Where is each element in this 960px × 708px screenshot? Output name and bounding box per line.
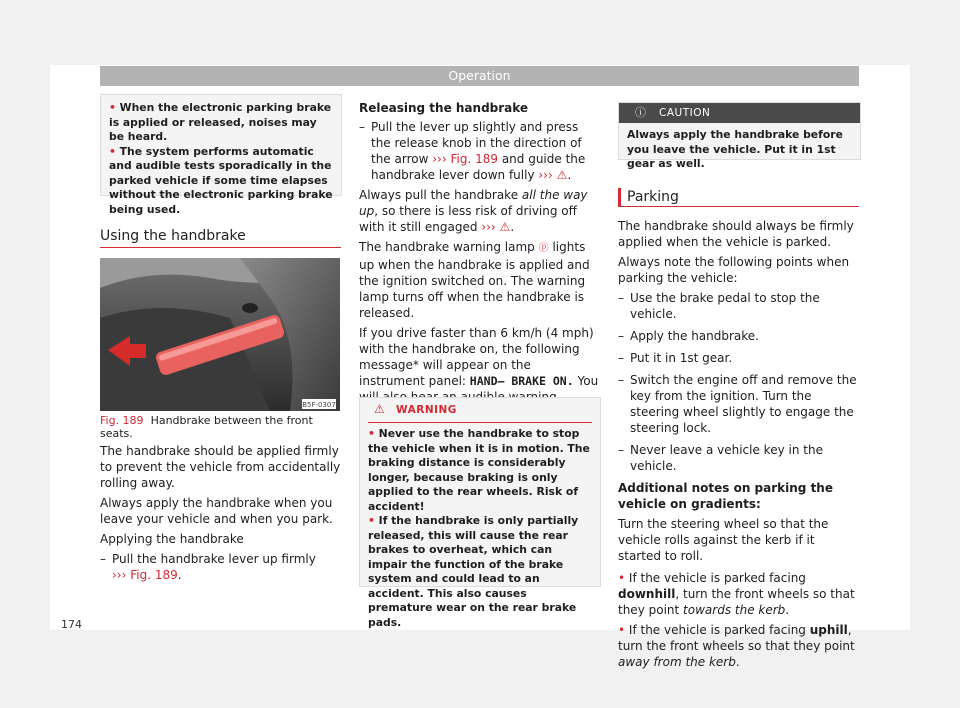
note-bullet-2: • The system performs automatic and audible tests sporadically in the parked vehicle if some time elapses without the electronic parking brake being used.	[109, 144, 333, 216]
caution-info-icon: ⓘ	[635, 106, 647, 119]
warning-triangle-icon: ⚠	[556, 168, 568, 182]
warning-triangle-icon: ⚠	[499, 220, 511, 234]
section-title-handbrake: Using the handbrake	[100, 228, 246, 244]
gradients-paragraph: Turn the steering wheel so that the vehicle rolls against the kerb if it started to roll.	[618, 517, 829, 563]
applying-step: – Pull the handbrake lever up firmly ››› Fig. 189.	[100, 551, 341, 583]
step-5: – Never leave a vehicle key in the vehicle.	[618, 442, 859, 474]
caution-text: Always apply the handbrake before you leave the vehicle. Put it in 1st gear as well.	[627, 128, 843, 170]
figure-caption	[100, 414, 341, 440]
warning-ref-link-2[interactable]: ›››	[481, 220, 496, 234]
caution-header: ⓘ CAUTION	[619, 103, 860, 123]
uphill-paragraph: • If the vehicle is parked facing uphill, turn the front wheels so that they point away from the kerb.	[618, 623, 855, 669]
warning-triangle-icon: ⚠	[374, 402, 386, 416]
page-header: Operation	[100, 66, 859, 86]
gradients-title: Additional notes on parking the vehicle on gradients:	[618, 481, 833, 511]
releasing-step: – Pull the lever up slightly and press the release knob in the direction of the arrow ››› Fig. 189 and guide the handbrake lever down fully ››› ⚠.	[359, 119, 600, 183]
note-bullet-1: • When the electronic parking brake is applied or released, noises may be heard.	[109, 101, 332, 143]
handbrake-figure	[100, 258, 340, 411]
downhill-paragraph: • If the vehicle is parked facing downhill, turn the front wheels so that they point towards the kerb.	[618, 571, 855, 617]
warning-ref-link[interactable]: ›››	[538, 168, 553, 182]
handbrake-lamp-icon: ⓟ	[538, 243, 549, 254]
fig-ref-link[interactable]: ››› Fig. 189	[112, 568, 178, 582]
warning-header: ⚠ WARNING	[374, 402, 457, 416]
caution-box	[618, 102, 861, 170]
right-p2: Always note the following points when parking the vehicle:	[618, 255, 850, 285]
figure-caption-text: Handbrake between the front seats.	[100, 414, 313, 440]
left-p1: The handbrake should be applied firmly to prevent the vehicle from accidentally rolling away.	[100, 444, 341, 490]
warning-bullet-2: • If the handbrake is only partially released, this will cause the rear brakes to overheat, which can impair the function of the brake system and could lead to an accident. This also causes premature wear on the rear brake pads.	[368, 514, 579, 629]
left-text	[100, 443, 341, 583]
right-p1: The handbrake should always be firmly applied when the vehicle is parked.	[618, 219, 854, 249]
step-4: – Switch the engine off and remove the key from the ignition. Turn the steering wheel slightly to engage the steering lock.	[618, 372, 859, 436]
middle-text	[359, 100, 600, 405]
note-box	[100, 94, 342, 216]
figure-number: Fig. 189	[100, 414, 144, 427]
allway-paragraph: Always pull the handbrake all the way up, so there is less risk of driving off with it still engaged ››› ⚠.	[359, 188, 588, 234]
figure-code: B5F-0307	[302, 401, 336, 409]
section-underline	[100, 247, 341, 248]
section-underline-2	[618, 206, 859, 207]
right-text	[618, 218, 859, 670]
section-marker	[618, 188, 621, 206]
lamp-paragraph: The handbrake warning lamp ⓟ lights up when the handbrake is applied and the ignition switched on. The warning lamp turns off when the handbrake is released.	[359, 240, 590, 320]
step-3: – Put it in 1st gear.	[618, 350, 859, 366]
warning-box	[359, 397, 601, 629]
page-number: 174	[61, 618, 82, 631]
warning-bullet-1: • Never use the handbrake to stop the vehicle when it is in motion. The braking distance is considerably longer, because braking is only applied to the rear wheels. Risk of accident!	[368, 427, 590, 513]
step-2: – Apply the handbrake.	[618, 328, 859, 344]
releasing-title: Releasing the handbrake	[359, 101, 529, 115]
fig-ref-link-2[interactable]: ››› Fig. 189	[432, 152, 498, 166]
speed-paragraph: If you drive faster than 6 km/h (4 mph) with the handbrake on, the following message* will appear on the instrument panel: HAND– BRAKE ON. You	[359, 326, 599, 388]
left-p2: Always apply the handbrake when you leave your vehicle and when you park.	[100, 496, 333, 526]
step-1: – Use the brake pedal to stop the vehicle.	[618, 290, 859, 322]
section-title-parking: Parking	[627, 189, 679, 205]
applying-title: Applying the handbrake	[100, 532, 244, 546]
